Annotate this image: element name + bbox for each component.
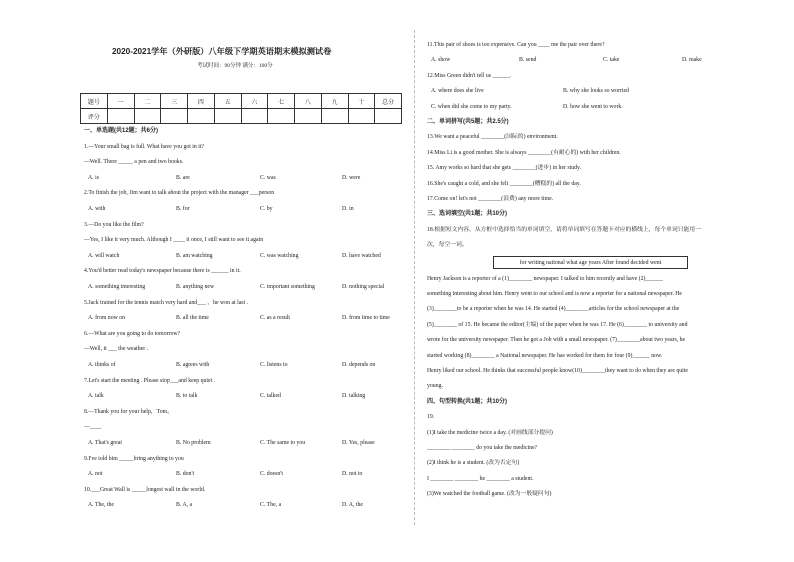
question-line: Henry Jackson is a reporter of a (1)________ newspaper. I talked to him recently and have (2)______ (427, 275, 663, 282)
question-line: 3.—Do you like the film? (84, 221, 144, 228)
score-header-cell: 三 (161, 94, 188, 109)
answer-option[interactable]: B. No problem (176, 440, 211, 446)
question-line: —____ (84, 424, 102, 431)
question-line: something interesting about him. Henry went to our school and is now a reporter for a national newspaper. He (427, 291, 682, 297)
answer-option[interactable]: D. from time to time (342, 315, 390, 322)
answer-option[interactable]: D. have watched (342, 252, 381, 259)
answer-option[interactable]: D. Yes, please (342, 440, 375, 446)
score-cell[interactable] (188, 109, 215, 124)
exam-info: 考试时间：90分钟 满分：100分 (197, 63, 273, 69)
question-line: started working (8)________ a National newspaper. He has worked for them for four (9)______ now. (427, 352, 663, 359)
score-cell[interactable] (321, 109, 348, 124)
score-cell[interactable] (134, 109, 161, 124)
answer-option[interactable]: D. how she went to work. (563, 103, 623, 110)
answer-option[interactable]: C. by (260, 206, 273, 212)
answer-option[interactable]: A. The, the (88, 502, 114, 509)
answer-option[interactable]: A. That's great (88, 440, 122, 446)
answer-option[interactable]: A. thinks of (88, 362, 116, 368)
word-bank-box: for writing national what age years After found decided went (493, 256, 688, 269)
answer-option[interactable]: D. not to (342, 471, 363, 478)
question-line: 6.—What are you going to do tomorrow? (84, 330, 181, 337)
answer-option[interactable]: C. The, a (260, 502, 282, 509)
answer-option[interactable]: A. not (88, 471, 103, 478)
question-line: 18.根据短文内容，从方框中选择恰当的单词填空，请将单词填写在答题卡对应的横线上，每个单词只能用一 (427, 226, 701, 233)
answer-option[interactable]: C. important something (260, 284, 315, 290)
question-line: —Well, it ___ the weather . (84, 346, 149, 353)
question-line: young. (427, 383, 443, 390)
question-line: (2)I think he is a student. (改为否定句) (427, 460, 520, 467)
score-cell[interactable] (348, 109, 375, 124)
score-header-cell: 总分 (375, 94, 402, 109)
answer-option[interactable]: C. talked (260, 393, 281, 400)
question-line: (3)________to be a reporter when he was 14. He started (4)________articles for the school newspaper at the (427, 306, 680, 313)
answer-option[interactable]: A. with (88, 206, 106, 212)
answer-option[interactable]: C. as a result (260, 315, 290, 322)
answer-option[interactable]: A. is (88, 174, 99, 181)
answer-option[interactable]: A. show (431, 57, 451, 64)
question-line: ________ ________ do you take the medicine? (427, 445, 538, 451)
score-table-score-row (81, 109, 402, 124)
answer-option[interactable]: B. to talk (176, 393, 198, 400)
answer-option[interactable]: B. don't (176, 471, 195, 478)
answer-option[interactable]: C. take (603, 57, 620, 64)
section-heading: 一、单选题(共12题；共6分) (84, 128, 159, 134)
answer-option[interactable]: D. in (342, 206, 354, 212)
answer-option[interactable]: B. am watching (176, 252, 213, 259)
answer-option[interactable]: B. are (176, 174, 190, 181)
answer-option[interactable]: D. were (342, 174, 361, 181)
question-line: 10.___Great Wall is _____longest wall in the world. (84, 486, 206, 493)
column-divider (414, 30, 415, 525)
score-header-cell: 题号 (81, 94, 108, 109)
answer-option[interactable]: C. The same to you (260, 440, 306, 446)
score-header-cell: 七 (268, 94, 295, 109)
score-table (80, 93, 402, 124)
question-line: 1.—Your small bag is full. What have you got in it? (84, 143, 205, 150)
answer-option[interactable]: C. was watching (260, 252, 299, 259)
answer-option[interactable]: C. when did she come to my party. (431, 103, 512, 110)
question-line: (3)We watched the football game. (改为一般疑问句) (427, 491, 552, 498)
answer-option[interactable]: A. from now on (88, 315, 126, 322)
answer-option[interactable]: D. nothing special (342, 284, 385, 290)
score-header-cell: 一 (107, 94, 134, 109)
question-line: 4.You'd better read today's newspaper because there is ______ in it. (84, 268, 241, 275)
score-cell[interactable] (214, 109, 241, 124)
score-cell[interactable] (107, 109, 134, 124)
question-line: 2.To finish the job, Jim want to talk about the project with the manager ___person (84, 190, 275, 197)
score-cell[interactable] (241, 109, 268, 124)
question-line: 5.Jack trained for the tennis match very hard and___ ，he won at last . (84, 299, 249, 306)
question-line: (5)________ of 15. He became the editor(主编) of the paper when he was 17. He (6)________ to university and (427, 321, 688, 328)
score-header-cell: 八 (295, 94, 322, 109)
answer-option[interactable]: B. why she looks so worried (563, 88, 630, 95)
question-line: wrote for the university newspaper. Then he got a Job with a small newspaper. (7)________about two years, he (427, 337, 686, 344)
score-cell[interactable] (375, 109, 402, 124)
answer-option[interactable]: A. something interesting (88, 284, 146, 290)
question-line: 13.We want a peaceful ________(国际的) environment. (427, 134, 558, 141)
score-header-cell: 九 (321, 94, 348, 109)
answer-option[interactable]: B. agrees with (176, 362, 210, 368)
answer-option[interactable]: C. doesn't (260, 471, 283, 478)
answer-option[interactable]: B. for (176, 206, 190, 212)
question-line: 16.She's caught a cold, and she felt ________(糟糕的) all the day. (427, 180, 581, 187)
section-heading: 二、单词拼写(共5题；共2.5分) (427, 119, 509, 125)
question-line: 14.Miss Li is a good mother. She is always ________(有耐心的) with her children. (427, 149, 621, 156)
question-line: I ________ ________ he ________ a student. (427, 475, 534, 482)
score-cell[interactable] (161, 109, 188, 124)
question-line: 12.Miss Green didn't tell us ______. (427, 72, 512, 79)
score-header-cell: 二 (134, 94, 161, 109)
page-title: 2020-2021学年（外研版）八年级下学期英语期末模拟测试卷 (112, 47, 332, 56)
answer-option[interactable]: B. send (519, 57, 537, 64)
score-table-header-row (81, 94, 402, 109)
question-line: Henry liked our school. He thinks that successful people know(10)________they want to do when they are quite (427, 368, 688, 374)
score-header-cell: 十 (348, 94, 375, 109)
section-heading: 四、句型转换(共1题；共10分) (427, 398, 508, 405)
score-header-cell: 五 (214, 94, 241, 109)
answer-option[interactable]: D. talking (342, 393, 366, 400)
question-line: —Well. There _____ a pen and two books. (84, 159, 184, 166)
score-row-label: 评分 (81, 109, 108, 124)
answer-option[interactable]: D. depends on (342, 362, 376, 368)
question-line: 17.Come on! let's not ________(浪费) any more time. (427, 196, 554, 202)
answer-option[interactable]: C. was (260, 174, 276, 181)
answer-option[interactable]: B. all the time (176, 315, 209, 322)
score-header-cell: 四 (188, 94, 215, 109)
question-line: —Yes, I like it very much. Although I ____ it once, I still want to see it again (84, 237, 264, 244)
answer-option[interactable]: A. will watch (88, 252, 120, 259)
answer-option[interactable]: A. talk (88, 393, 104, 400)
question-line: (1)I take the medicine twice a day. (对画线部分提问) (427, 429, 553, 436)
question-line: 次，每空一词。 (427, 242, 468, 249)
question-line: 8.—Thank you for your help，Tom。 (84, 408, 173, 415)
answer-option[interactable]: D. A, the (342, 502, 363, 509)
answer-option[interactable]: B. A, a (176, 502, 193, 509)
score-header-cell: 六 (241, 94, 268, 109)
section-heading: 三、选词填空(共1题；共10分) (427, 211, 508, 218)
answer-option[interactable]: C. listens to (260, 362, 288, 368)
question-line: 19. (427, 414, 435, 421)
question-line: 15. Amy works so hard that she gets ________(进步) in her study. (427, 165, 582, 172)
question-line: 11.This pair of shoes is too expensive. Can you ____ me the pair over there? (427, 42, 605, 48)
question-line: 7.Let's start the meeting . Please stop___and keep quiet . (84, 377, 216, 384)
answer-option[interactable]: D. make (682, 57, 702, 64)
answer-option[interactable]: B. anything new (176, 284, 215, 290)
question-line: 9.I've told him _____bring anything to you (84, 455, 184, 462)
answer-option[interactable]: A. where does she live (431, 88, 484, 95)
score-cell[interactable] (268, 109, 295, 124)
score-cell[interactable] (295, 109, 322, 124)
